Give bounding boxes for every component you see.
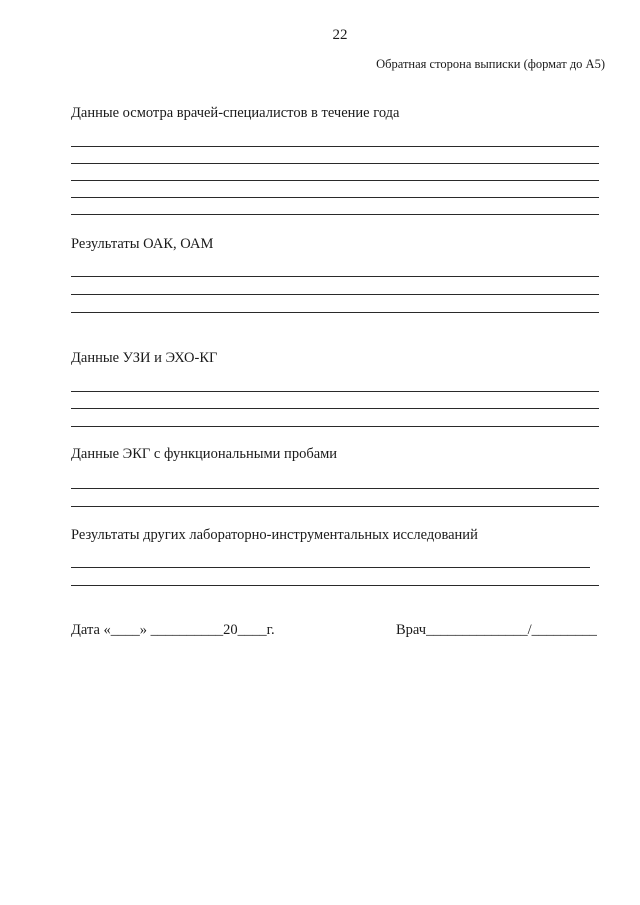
fill-line bbox=[71, 488, 599, 489]
section-heading-specialists: Данные осмотра врачей-специалистов в течение года bbox=[71, 105, 400, 121]
page-number: 22 bbox=[332, 27, 348, 43]
fill-line bbox=[71, 294, 599, 295]
fill-line bbox=[71, 391, 599, 392]
fill-line bbox=[71, 567, 590, 568]
fill-line bbox=[71, 180, 599, 181]
fill-line bbox=[71, 506, 599, 507]
date-field: Дата «____» __________20____г. bbox=[71, 622, 275, 638]
fill-line bbox=[71, 163, 599, 164]
fill-line bbox=[71, 276, 599, 277]
fill-line bbox=[71, 214, 599, 215]
section-heading-other-tests: Результаты других лабораторно-инструментальных исследований bbox=[71, 527, 478, 543]
fill-line bbox=[71, 197, 599, 198]
form-note: Обратная сторона выписки (формат до А5) bbox=[376, 57, 605, 71]
fill-line bbox=[71, 146, 599, 147]
section-heading-blood-urine: Результаты ОАК, ОАМ bbox=[71, 236, 214, 252]
fill-line bbox=[71, 585, 599, 586]
doctor-signature-field: Врач______________/_________ bbox=[396, 622, 597, 638]
section-heading-ultrasound: Данные УЗИ и ЭХО-КГ bbox=[71, 350, 218, 366]
fill-line bbox=[71, 312, 599, 313]
fill-line bbox=[71, 408, 599, 409]
section-heading-ecg: Данные ЭКГ с функциональными пробами bbox=[71, 446, 338, 462]
fill-line bbox=[71, 426, 599, 427]
